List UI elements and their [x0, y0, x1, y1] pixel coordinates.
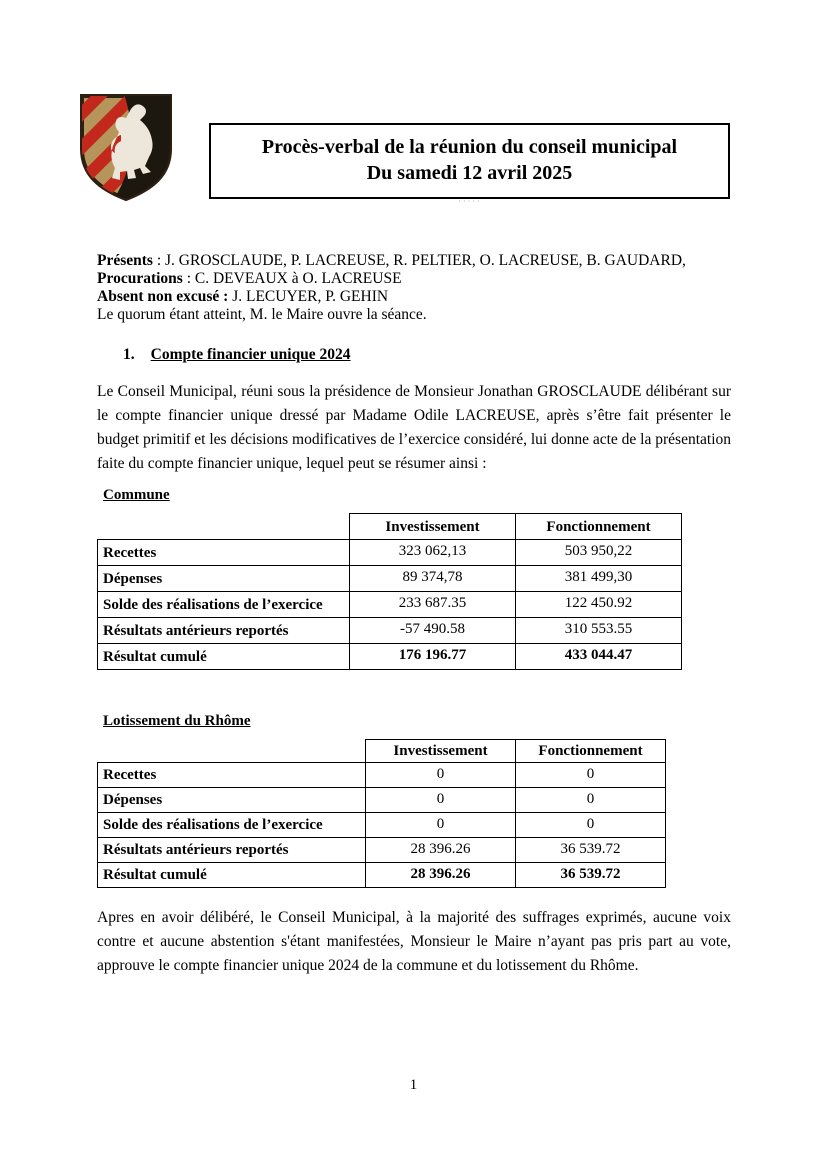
procurations-label: Procurations: [97, 270, 183, 287]
cell-value: -57 490.58: [350, 618, 516, 644]
cell-value: 0: [516, 763, 666, 788]
quorum-line: Le quorum étant atteint, M. le Maire ouvre la séance.: [97, 306, 427, 323]
title-box: [209, 123, 730, 199]
cell-value: 28 396.26: [366, 838, 516, 863]
section-title: Compte financier unique 2024: [150, 346, 351, 363]
cell-value: 36 539.72: [516, 838, 666, 863]
absent-label: Absent non excusé :: [97, 288, 229, 305]
blank-corner-cell: [98, 514, 350, 540]
table-row-total: [98, 644, 682, 670]
presents-names: : J. GROSCLAUDE, P. LACREUSE, R. PELTIER, O. LACREUSE, B. GAUDARD,: [152, 252, 686, 269]
commune-table-title: Commune: [103, 487, 170, 504]
table-row: [98, 813, 666, 838]
row-label: Recettes: [98, 763, 366, 788]
document-title-line2: Du samedi 12 avril 2025: [366, 162, 573, 184]
row-label: Dépenses: [98, 788, 366, 813]
cell-value: 503 950,22: [516, 540, 682, 566]
row-label: Recettes: [98, 540, 350, 566]
column-header-fonctionnement: Fonctionnement: [516, 514, 682, 540]
cell-value: 381 499,30: [516, 566, 682, 592]
cell-value: 89 374,78: [350, 566, 516, 592]
document-title-line1: Procès-verbal de la réunion du conseil municipal: [261, 136, 678, 158]
table-row: [98, 838, 666, 863]
column-header-fonctionnement: Fonctionnement: [516, 740, 666, 763]
row-label: Résultat cumulé: [98, 644, 350, 670]
row-label: Résultat cumulé: [98, 863, 366, 888]
row-label: Résultats antérieurs reportés: [98, 618, 350, 644]
presents-label: Présents: [97, 252, 153, 269]
cell-value: 0: [516, 788, 666, 813]
table-row-total: [98, 863, 666, 888]
cell-value: 0: [366, 813, 516, 838]
attendance-block: [97, 252, 731, 324]
absent-line: [97, 288, 731, 306]
table-row: [98, 592, 682, 618]
intro-paragraph: Le Conseil Municipal, réuni sous la présidence de Monsieur Jonathan GROSCLAUDE délibérant sur le compte financier unique dressé par Madame Odile LACREUSE, après s’être fait présenter le budget primitif et les décisions modificatives de l’exercice considéré, lui donne acte de la présentation faite du compte financier unique, lequel peut se résumer ainsi :: [97, 383, 731, 473]
procurations-line: [97, 270, 731, 288]
page-number: 1: [409, 1077, 418, 1093]
cell-value: 433 044.47: [516, 644, 682, 670]
blank-corner-cell: [98, 740, 366, 763]
presents-line: [97, 252, 731, 270]
commune-table: [97, 513, 682, 670]
coat-of-arms: [75, 91, 177, 203]
table-row: [98, 540, 682, 566]
document-body: [97, 252, 731, 978]
scan-marks: ·····: [458, 197, 482, 206]
cell-value: 28 396.26: [366, 863, 516, 888]
table-row: [98, 763, 666, 788]
cell-value: 0: [366, 788, 516, 813]
cell-value: 323 062,13: [350, 540, 516, 566]
lotissement-table: [97, 739, 666, 888]
closing-paragraph: Apres en avoir délibéré, le Conseil Municipal, à la majorité des suffrages exprimés, aucune voix contre et aucune abstention s'étant manifestées, Monsieur le Maire n’ayant pas pris part au vote, approuve le compte financier unique 2024 de la commune et du lotissement du Rhôme.: [97, 909, 731, 975]
row-label: Solde des réalisations de l’exercice: [98, 813, 366, 838]
column-header-investissement: Investissement: [350, 514, 516, 540]
cell-value: 0: [366, 763, 516, 788]
cell-value: 0: [516, 813, 666, 838]
column-header-investissement: Investissement: [366, 740, 516, 763]
table-header-row: [98, 740, 666, 763]
absent-names: J. LECUYER, P. GEHIN: [228, 288, 389, 305]
cell-value: 233 687.35: [350, 592, 516, 618]
section-heading: [123, 346, 731, 364]
section-number: 1.: [123, 346, 135, 363]
table-header-row: [98, 514, 682, 540]
cell-value: 310 553.55: [516, 618, 682, 644]
cell-value: 176 196.77: [350, 644, 516, 670]
row-label: Dépenses: [98, 566, 350, 592]
table-row: [98, 566, 682, 592]
procurations-names: : C. DEVEAUX à O. LACREUSE: [182, 270, 402, 287]
table-row: [98, 618, 682, 644]
cell-value: 122 450.92: [516, 592, 682, 618]
lotissement-table-title: Lotissement du Rhôme: [103, 713, 251, 730]
cell-value: 36 539.72: [516, 863, 666, 888]
table-row: [98, 788, 666, 813]
row-label: Solde des réalisations de l’exercice: [98, 592, 350, 618]
row-label: Résultats antérieurs reportés: [98, 838, 366, 863]
